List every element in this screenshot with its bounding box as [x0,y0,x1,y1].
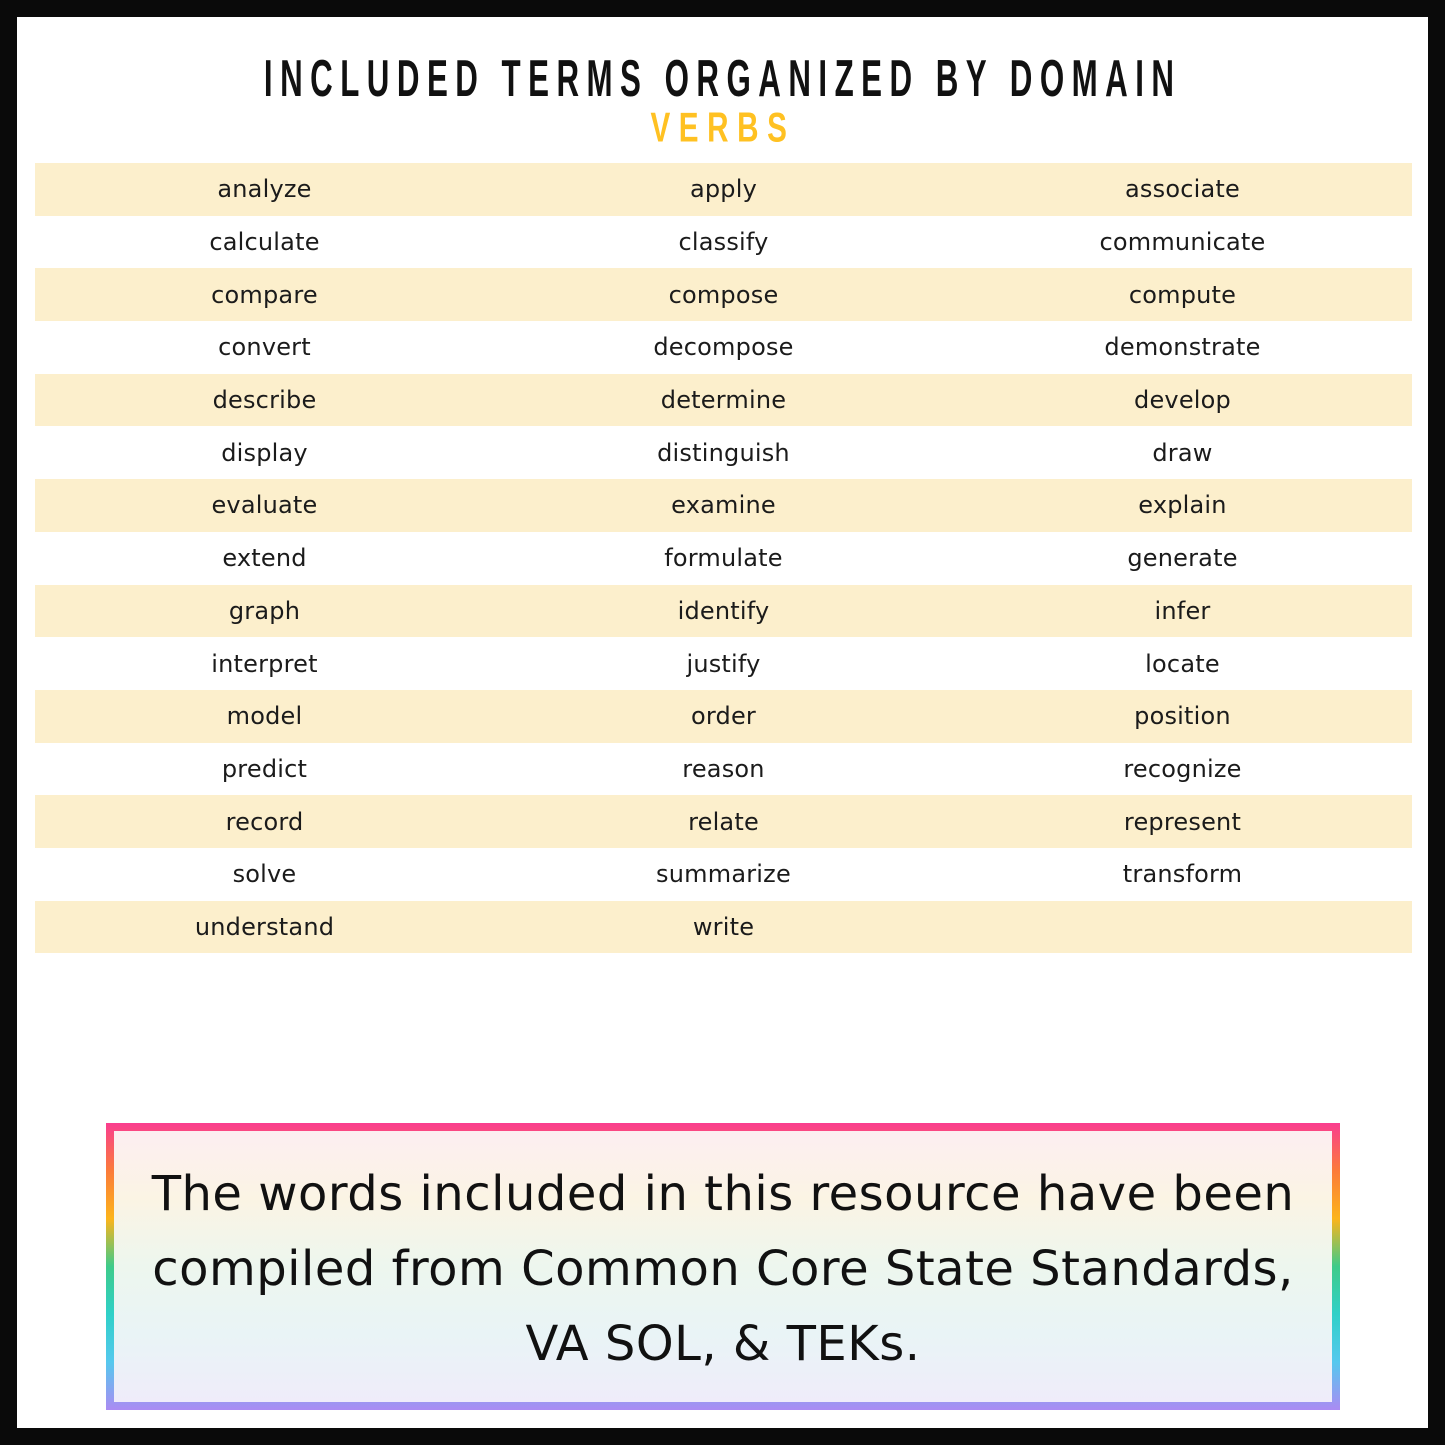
term-cell: calculate [209,228,320,257]
term-cell: communicate [1099,228,1266,257]
term-cell: describe [212,386,317,415]
table-row [35,163,1412,216]
term-cell: reason [682,754,765,783]
page-title: INCLUDED TERMS ORGANIZED BY DOMAIN [263,48,1182,107]
terms-table [35,163,1412,953]
term-cell: represent [1123,807,1242,836]
term-cell: solve [232,860,297,889]
note-box [106,1123,1340,1410]
term-cell: explain [1138,491,1227,520]
term-cell: order [691,702,756,731]
term-cell: determine [660,386,787,415]
table-row [35,216,1412,269]
term-cell: position [1134,702,1231,731]
term-cell: understand [194,912,335,941]
note-line: The words included in this resource have been [151,1166,1295,1222]
table-row [35,374,1412,427]
note-line: VA SOL, & TEKs. [525,1316,921,1372]
term-cell: transform [1122,860,1243,889]
table-row [35,321,1412,374]
page-subtitle-wrap [17,105,1428,152]
term-cell: compare [211,280,318,309]
term-cell: draw [1152,438,1213,467]
term-cell: graph [228,596,301,625]
term-cell: recognize [1123,754,1242,783]
term-cell: extend [222,544,307,573]
term-cell: associate [1125,175,1240,204]
table-row [35,743,1412,796]
term-cell: relate [688,807,759,836]
term-cell: formulate [664,544,783,573]
table-row [35,637,1412,690]
term-cell: identify [677,596,770,625]
term-cell: summarize [656,860,791,889]
term-cell: justify [686,649,761,678]
term-cell: compute [1128,280,1237,309]
page-header [17,48,1428,107]
table-row [35,690,1412,743]
term-cell: write [692,912,755,941]
table-row [35,795,1412,848]
note-line: compiled from Common Core State Standards, [152,1241,1294,1297]
table-row [35,901,1412,954]
term-cell: develop [1134,386,1231,415]
term-cell: analyze [217,175,312,204]
term-cell: convert [218,333,311,362]
table-row [35,532,1412,585]
term-cell: infer [1154,596,1211,625]
term-cell: decompose [653,333,794,362]
table-row [35,479,1412,532]
term-cell: predict [221,754,308,783]
term-cell: evaluate [211,491,318,520]
term-cell: compose [668,280,779,309]
term-cell: apply [689,175,758,204]
term-cell: demonstrate [1104,333,1261,362]
note-box-inner [114,1131,1332,1402]
table-row [35,585,1412,638]
term-cell: interpret [211,649,318,678]
term-cell: record [225,807,304,836]
term-cell: generate [1127,544,1238,573]
page-subtitle: VERBS [649,105,796,152]
term-cell: model [226,702,303,731]
term-cell: distinguish [657,438,790,467]
term-cell: classify [678,228,769,257]
table-row [35,848,1412,901]
term-cell: display [221,438,308,467]
term-cell: examine [671,491,776,520]
table-row [35,426,1412,479]
table-row [35,268,1412,321]
term-cell: locate [1145,649,1220,678]
